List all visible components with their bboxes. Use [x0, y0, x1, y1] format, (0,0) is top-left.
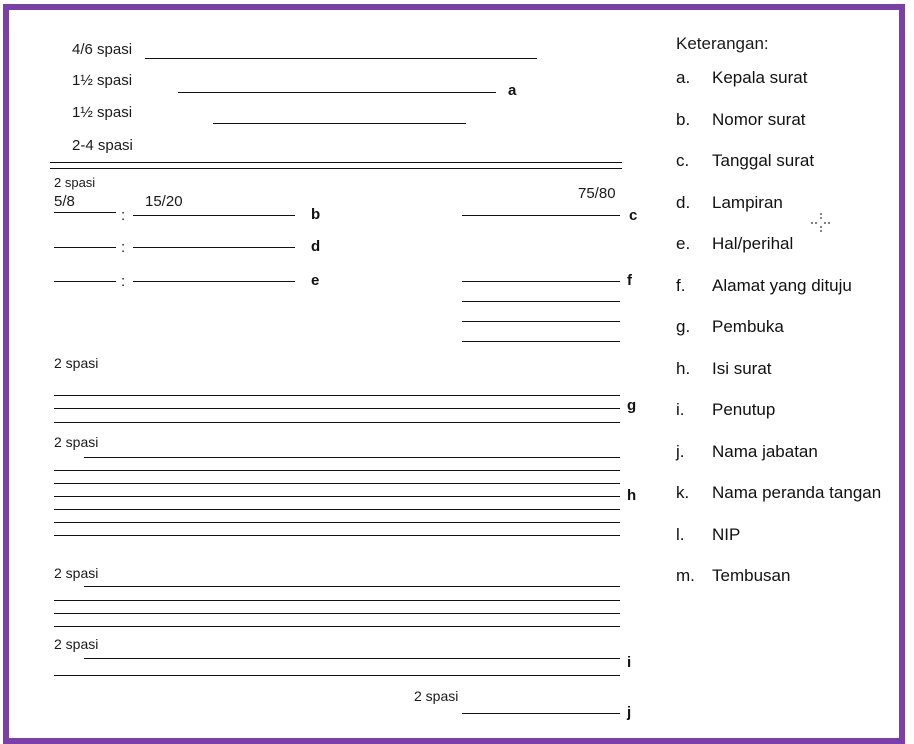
line-i-2: [54, 675, 620, 676]
spacing-label-mid-body: 2 spasi: [54, 565, 99, 581]
line-c: [462, 215, 620, 216]
header-rule-bottom: [50, 168, 622, 169]
line-f-2: [462, 301, 620, 302]
legend-item: [676, 359, 881, 401]
legend-label: Kepala surat: [712, 68, 808, 87]
line-h-6: [54, 522, 620, 523]
legend-key: j.: [676, 441, 685, 461]
line-f-4: [462, 341, 620, 342]
letter-c: c: [629, 207, 638, 224]
line-e-left: [54, 281, 116, 282]
legend-key: d.: [676, 192, 691, 212]
spacing-label-2-4: 2-4 spasi: [72, 137, 133, 154]
line-h-4: [54, 496, 620, 497]
colon-b: :: [121, 207, 126, 224]
legend-key: b.: [676, 109, 691, 129]
legend-key: i.: [676, 400, 685, 419]
line-g-3: [54, 422, 620, 423]
legend-label: Nama peranda tangan: [712, 483, 882, 502]
line-g-1: [54, 395, 620, 396]
colon-e: :: [121, 273, 126, 290]
spacing-label-2-after-rule: 2 spasi: [54, 175, 96, 190]
legend-item: [676, 68, 881, 110]
legend-label: Hal/perihal: [712, 234, 794, 253]
letter-h: h: [627, 487, 637, 504]
letter-d: d: [311, 238, 321, 255]
line-header-2: [178, 92, 496, 93]
legend-key: e.: [676, 234, 691, 253]
line-h-11: [54, 626, 620, 627]
colon-d: :: [121, 239, 126, 256]
line-h-3: [54, 483, 620, 484]
legend-label: Nama jabatan: [712, 441, 818, 461]
legend-item: [676, 276, 881, 318]
legend-item: [676, 442, 881, 484]
line-f-1: [462, 281, 620, 282]
line-header-3: [213, 123, 466, 124]
legend-item: [676, 483, 881, 525]
legend-key: a.: [676, 68, 691, 87]
legend-label: Pembuka: [712, 317, 784, 336]
line-e-right: [133, 281, 295, 282]
line-g-2: [54, 408, 620, 409]
legend-item: [676, 151, 881, 193]
letter-i: i: [627, 654, 632, 671]
legend-key: g.: [676, 317, 691, 336]
line-h-2: [54, 470, 620, 471]
line-h-5: [54, 509, 620, 510]
spacing-label-1-5-b: 1½ spasi: [72, 104, 133, 121]
legend-item: [676, 193, 881, 235]
crosshair-cursor-icon: [810, 212, 832, 234]
legend-item: [676, 110, 881, 152]
header-rule-top: [50, 162, 622, 163]
legend-item: [676, 566, 881, 608]
letter-e: e: [311, 272, 320, 289]
spacing-label-before-i: 2 spasi: [54, 636, 99, 652]
legend-key: c.: [676, 151, 690, 170]
legend-item: [676, 234, 881, 276]
line-i-1: [84, 658, 620, 659]
letter-j: j: [627, 704, 632, 721]
line-h-1: [84, 457, 620, 458]
legend-label: Alamat yang dituju: [712, 275, 852, 295]
spacing-label-4-6: 4/6 spasi: [72, 41, 133, 58]
line-f-3: [462, 321, 620, 322]
line-j: [462, 713, 620, 714]
line-h-10: [54, 613, 620, 614]
line-h-9: [54, 600, 620, 601]
legend-key: k.: [676, 483, 690, 502]
legend-key: f.: [676, 275, 686, 295]
legend-label: NIP: [712, 524, 741, 544]
line-b-left: [54, 212, 116, 213]
line-d-right: [133, 247, 295, 248]
line-d-left: [54, 247, 116, 248]
legend-label: Tembusan: [712, 566, 791, 585]
margin-label-15-20: 15/20: [145, 193, 183, 210]
legend-label: Isi surat: [712, 358, 772, 378]
line-b-right: [133, 215, 295, 216]
legend-key: h.: [676, 358, 691, 378]
spacing-label-before-g: 2 spasi: [54, 355, 99, 371]
legend-label: Nomor surat: [712, 109, 806, 129]
spacing-label-before-j: 2 spasi: [414, 688, 459, 704]
legend-label: Lampiran: [712, 192, 783, 212]
spacing-label-1-5-a: 1½ spasi: [72, 72, 133, 89]
legend-item: [676, 317, 881, 359]
legend-label: Tanggal surat: [712, 151, 815, 170]
letter-g: g: [627, 397, 637, 414]
line-h-7: [54, 535, 620, 536]
spacing-label-before-h: 2 spasi: [54, 434, 99, 450]
letter-b: b: [311, 206, 321, 223]
line-header-1: [145, 58, 537, 59]
legend-label: Penutup: [712, 400, 776, 419]
margin-label-75-80: 75/80: [578, 185, 616, 202]
legend-key: m.: [676, 566, 695, 585]
letter-a: a: [508, 82, 517, 99]
legend-title: Keterangan:: [676, 34, 769, 53]
legend-key: l.: [676, 524, 685, 544]
letter-f: f: [627, 272, 632, 289]
margin-label-5-8: 5/8: [54, 193, 75, 210]
legend-item: [676, 525, 881, 567]
legend-item: [676, 400, 881, 442]
line-h-8: [84, 586, 620, 587]
legend-list: [676, 68, 881, 608]
